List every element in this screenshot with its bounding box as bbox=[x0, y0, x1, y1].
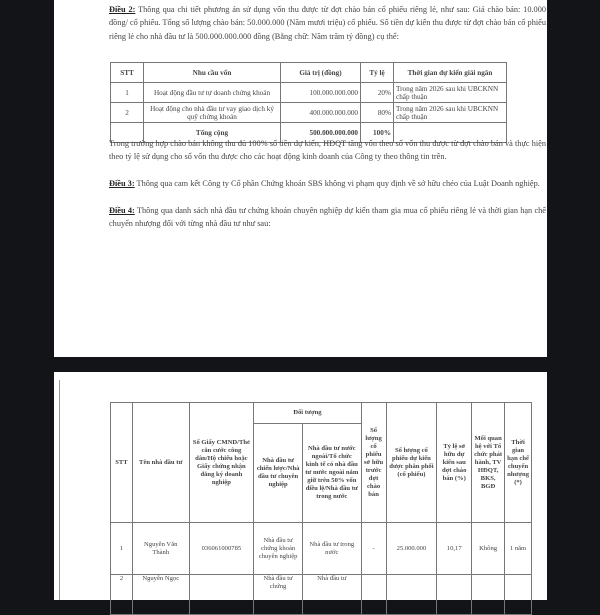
header-time: Thời gian dự kiến giải ngân bbox=[394, 63, 507, 83]
cell: - bbox=[361, 523, 386, 575]
article-2-label: Điều 2: bbox=[109, 5, 136, 14]
table-row bbox=[111, 83, 507, 103]
article-2 bbox=[109, 3, 546, 43]
cell: Nhà đầu tư chứng bbox=[254, 575, 303, 615]
cell: Trong năm 2026 sau khi UBCKNN chấp thuận bbox=[394, 83, 507, 103]
cell: Không bbox=[472, 523, 505, 575]
cell: Trong năm 2026 sau khi UBCKNN chấp thuận bbox=[394, 103, 507, 123]
capital-use-table bbox=[110, 62, 507, 143]
header-professional: Nhà đầu tư chiến lược/Nhà đầu tư chuyên nghiệp bbox=[254, 424, 303, 523]
cell bbox=[472, 575, 505, 615]
cell bbox=[386, 575, 437, 615]
article-3-text: Thông qua cam kết Công ty Cổ phần Chứng khoán SBS không vi phạm quy định về sở hữu chéo của Luật Doanh nghiệp. bbox=[134, 179, 540, 188]
article-4 bbox=[109, 204, 546, 231]
cell: 400.000.000.000 bbox=[281, 103, 361, 123]
table-row bbox=[111, 103, 507, 123]
header-foreign-domestic: Nhà đầu tư nước ngoài/Tổ chức kinh tế có nhà đầu tư nước ngoài nắm giữ trên 50% vốn điều lệ/Nhà đầu tư trong nước bbox=[302, 424, 361, 523]
article-4-text: Thông qua danh sách nhà đầu tư chứng khoán chuyên nghiệp dự kiến tham gia mua cổ phiếu riêng lẻ và thời gian hạn chế chuyển nhượng đối với từng nhà đầu tư như sau: bbox=[109, 206, 546, 229]
cell: Hoạt động đầu tư tự doanh chứng khoán bbox=[144, 83, 281, 103]
cell: Nhà đầu tư trong nước bbox=[302, 523, 361, 575]
cell: 2 bbox=[111, 575, 133, 615]
cell: 2 bbox=[111, 103, 144, 123]
cell bbox=[361, 575, 386, 615]
table-row bbox=[111, 575, 532, 615]
shortfall-paragraph: Trong trường hợp chào bán không thu đủ 100% số tiền dự kiến, HĐQT tăng vốn theo số vốn thu được từ đợt chào bán và thực hiện theo tỷ lệ sử dụng cho số vốn thu được cho các hoạt động kinh doanh của Công ty theo thông tin trên. bbox=[109, 139, 546, 162]
document-page-1 bbox=[54, 0, 547, 357]
header-stt: STT bbox=[111, 63, 144, 83]
investor-list-table bbox=[110, 402, 532, 615]
header-expected: Số lượng cổ phiếu dự kiến được phân phối (cổ phiếu) bbox=[386, 403, 437, 523]
header-value: Giá trị (đồng) bbox=[281, 63, 361, 83]
cell bbox=[189, 575, 254, 615]
cell: Nguyễn Văn Thành bbox=[132, 523, 189, 575]
article-3-label: Điều 3: bbox=[109, 179, 135, 188]
table-row bbox=[111, 523, 532, 575]
total-ratio: 100% bbox=[361, 123, 394, 143]
cell: 1 năm bbox=[505, 523, 532, 575]
cell: 20% bbox=[361, 83, 394, 103]
cell: Hoạt động cho nhà đầu tư vay giao dịch ký quỹ chứng khoán bbox=[144, 103, 281, 123]
page-margin-line bbox=[59, 380, 60, 600]
total-value: 500.000.000.000 bbox=[281, 123, 361, 143]
cell: Nhà đầu tư chứng khoán chuyên nghiệp bbox=[254, 523, 303, 575]
cell: 1 bbox=[111, 523, 133, 575]
cell: 80% bbox=[361, 103, 394, 123]
cell: Nguyễn Ngọc bbox=[132, 575, 189, 615]
header-time: Thời gian hạn chế chuyển nhượng (*) bbox=[505, 403, 532, 523]
header-stt: STT bbox=[111, 403, 133, 523]
header-name: Tên nhà đầu tư bbox=[132, 403, 189, 523]
header-owned: Số lượng cổ phiếu sở hữu trước đợt chào bán bbox=[361, 403, 386, 523]
article-4-label: Điều 4: bbox=[109, 206, 135, 215]
table-header-row bbox=[111, 63, 507, 83]
cell: 10,17 bbox=[437, 523, 472, 575]
header-ratio: Tỷ lệ sở hữu dự kiến sau đợt chào bán (%) bbox=[437, 403, 472, 523]
table-header-row bbox=[111, 403, 532, 424]
total-label: Tổng cộng bbox=[144, 123, 281, 143]
header-ratio: Tỷ lệ bbox=[361, 63, 394, 83]
cell: 1 bbox=[111, 83, 144, 103]
cell: 25.000.000 bbox=[386, 523, 437, 575]
cell bbox=[437, 575, 472, 615]
article-3 bbox=[109, 177, 546, 190]
header-need: Nhu cầu vốn bbox=[144, 63, 281, 83]
cell bbox=[505, 575, 532, 615]
header-id: Số Giấy CMND/Thẻ căn cước công dân/Hộ chiếu hoặc Giấy chứng nhận đăng ký doanh nghiệp bbox=[189, 403, 254, 523]
document-page-2 bbox=[54, 372, 547, 600]
cell: 036061000785 bbox=[189, 523, 254, 575]
article-2-text: Thông qua chi tiết phương án sử dụng vốn thu được từ đợt chào bán cổ phiếu riêng lẻ, như sau: Giá chào bán: 10.000 đồng/ cổ phiếu. Tổng số lượng chào bán: 50.000.000 (Năm mươi triệu) cổ phiếu. Số tiền dự kiến thu được từ đợt chào bán cổ phiếu riêng lẻ cho nhà đầu tư là 500.000.000.000 đồng (Bằng chữ: Năm trăm tỷ đồng) cụ thể: bbox=[109, 5, 546, 41]
cell: Nhà đầu tư bbox=[302, 575, 361, 615]
header-relation: Mối quan hệ với Tổ chức phát hành, TV HĐQT, BKS, BGĐ bbox=[472, 403, 505, 523]
header-investor-type: Đối tượng bbox=[254, 403, 361, 424]
cell: 100.000.000.000 bbox=[281, 83, 361, 103]
